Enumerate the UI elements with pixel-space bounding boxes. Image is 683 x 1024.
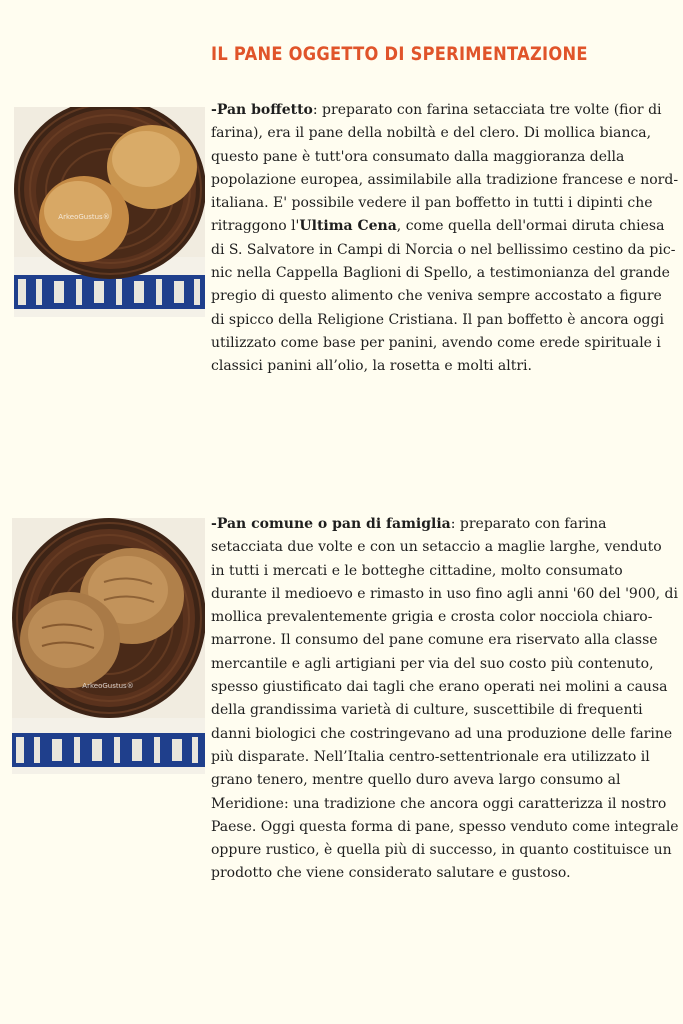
section-name: Pan comune o pan di famiglia: [216, 516, 451, 532]
section-text: : preparato con farina setacciata due volte e con un setaccio a maglie larghe, venduto in tutti i mercati e le botteghe cittadine, molto consumato durante il medioevo e rimasto in uso fino agli anni '60 del '900, di mollica prevalentemente grigia e crosta color nocciola chiaro-marrone. Il consumo del pane comune era riservato alla classe mercantile e agli artigiani per via del suo costo più contenuto, spesso giustificato dai tagli che erano operati nei molini a causa della grandissima varietà di culture, suscettibile di frequenti danni biologici che costringevano ad una produzione delle farine più disparate. Nell’Italia centro-settentrionale era utilizzato il grano tenero, mentre quello duro aveva largo consumo al Meridione: una tradizione che ancora oggi caratterizza il nostro Paese. Oggi questa forma di pane, spesso venduto come integrale oppure rustico, è quella più di successo, in quanto costituisce un prodotto che viene considerato salutare e gustoso.: [211, 516, 679, 882]
section-pan-comune: [211, 513, 679, 886]
highlight-ultima-cena: Ultima Cena: [299, 218, 397, 235]
photo-watermark: ArkeoGustus®: [82, 682, 134, 690]
section-pan-boffetto: [211, 99, 679, 379]
page-title: IL PANE OGGETTO DI SPERIMENTAZIONE: [211, 44, 588, 65]
section-name: Pan boffetto: [216, 102, 313, 118]
section-text-cont: , come quella dell'ormai diruta chiesa di S. Salvatore in Campi di Norcia o nel bellissimo cestino da pic-nic nella Cappella Baglioni di Spello, a testimonianza del grande pregio di questo alimento che veniva sempre accostato a figure di spicco della Religione Cristiana. Il pan boffetto è ancora oggi utilizzato come base per panini, avendo come erede spirituale i classici panini all’olio, la rosetta e molti altri.: [211, 218, 676, 375]
section-name-prefix: -: [211, 516, 217, 532]
section-name-prefix: -: [211, 102, 217, 118]
pan-boffetto-photo: [14, 107, 205, 317]
section-text: : preparato con farina setacciata tre volte (fior di farina), era il pane della nobiltà e del clero. Di mollica bianca, questo pane è tutt'ora consumato dalla maggioranza della popolazione europea, assimilabile alla tradizione francese e nord-italiana. E' possibile vedere il pan boffetto in tutti i dipinti che ritraggono l': [211, 102, 679, 235]
pan-comune-photo: [12, 518, 205, 774]
photo-watermark: ArkeoGustus®: [58, 213, 110, 221]
